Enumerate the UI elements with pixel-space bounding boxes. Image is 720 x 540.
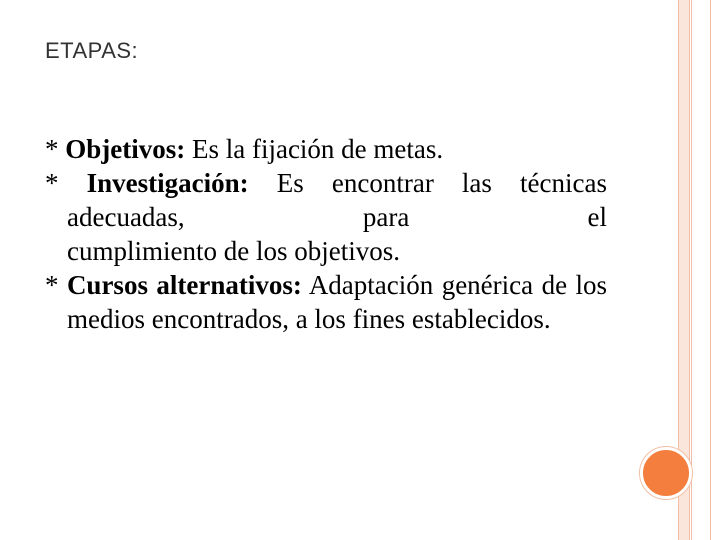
list-item bbox=[45, 166, 607, 234]
item-description: cumplimiento de los objetivos. bbox=[67, 236, 400, 266]
list-item-continuation bbox=[45, 234, 607, 268]
item-term: Objetivos: bbox=[65, 134, 186, 164]
rail-line bbox=[691, 0, 692, 540]
list-item bbox=[45, 268, 607, 336]
item-term: Cursos alternativos: bbox=[66, 270, 302, 300]
bullet: * bbox=[45, 134, 59, 164]
item-description: Adaptación genérica de los medios encontrados, a los fines establecidos. bbox=[67, 270, 607, 334]
bullet: * bbox=[45, 270, 59, 300]
decorative-circle bbox=[640, 447, 692, 499]
item-description: Es encontrar las técnicas adecuadas, para el bbox=[67, 168, 607, 232]
list-item bbox=[45, 132, 607, 166]
slide-body bbox=[45, 132, 607, 336]
item-term: Investigación: bbox=[86, 168, 249, 198]
rail-line bbox=[710, 0, 711, 540]
item-description: Es la fijación de metas. bbox=[191, 134, 444, 164]
slide-title: ETAPAS: bbox=[45, 38, 139, 63]
bullet: * bbox=[45, 168, 59, 198]
